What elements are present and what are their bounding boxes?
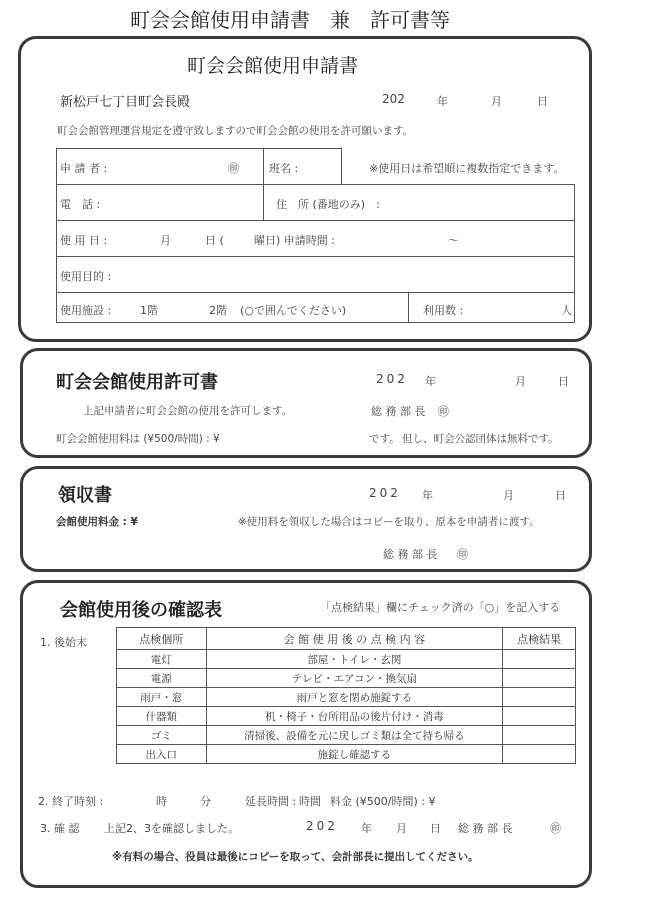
permit-fee-suffix: です。: [369, 433, 400, 445]
permit-title: 町会会館使用許可書: [56, 372, 218, 393]
application-date-day: 日: [537, 95, 548, 108]
item3-date-day: 日: [430, 822, 441, 835]
table-row: [117, 745, 576, 764]
group-label: 班名 :: [269, 162, 299, 175]
table-row: [117, 688, 576, 707]
row-content: 雨戸と窓を閉め施錠する: [206, 688, 503, 707]
item2-label: 2. 終了時刻 :: [38, 795, 104, 808]
permit-fee-note: 但し、町会公認団体は無料です。: [402, 433, 559, 445]
extension-fee-label: 料金 (¥500/時間) : ¥: [330, 795, 436, 808]
floor2-option[interactable]: 2階: [209, 304, 227, 317]
permit-fee-field[interactable]: [280, 426, 360, 446]
permit-signer: 総 務 部 長: [371, 405, 426, 418]
row-content: 机・椅子・台所用品の後片付け・消毒: [206, 707, 503, 726]
receipt-fee-field[interactable]: [160, 508, 240, 528]
facility-label: 使用施設 :: [60, 304, 112, 317]
row-place: 什器類: [117, 707, 207, 726]
item3-date-month: 月: [396, 822, 407, 835]
header-result: 点検結果: [503, 628, 576, 650]
header-place: 点検個所: [117, 628, 207, 650]
row-result-cell[interactable]: [503, 688, 576, 707]
permit-date-year: 年: [425, 375, 436, 388]
permit-statement: 上記申請者に町会会館の使用を許可します。: [83, 405, 293, 417]
checklist-instruction: 「点検結果」欄にチェック済の「○」を記入する: [320, 601, 561, 614]
group-field[interactable]: [300, 150, 338, 182]
application-statement: 町会会館管理運営規定を遵守致しますので町会会館の使用を許可願います。: [57, 125, 414, 137]
use-date-day: 日 (: [205, 234, 224, 247]
receipt-date-year-prefix: 202: [369, 486, 401, 500]
application-date-year-prefix: 202: [382, 92, 405, 106]
row-result-cell[interactable]: [503, 669, 576, 688]
form-divider-users: [408, 292, 409, 323]
applicant-label: 申 請 者 :: [60, 162, 108, 175]
permit-date-month: 月: [515, 375, 526, 388]
form-border-right: [574, 184, 575, 323]
form-border-row2: [56, 220, 575, 221]
form-border-top-left: [56, 148, 341, 149]
end-minute-unit: 分: [200, 795, 211, 808]
address-label: 住 所 (番地のみ) :: [276, 198, 380, 211]
receipt-date-month: 月: [503, 489, 514, 502]
row-place: ゴミ: [117, 726, 207, 745]
end-hour-unit: 時: [156, 795, 167, 808]
use-date-field[interactable]: [110, 222, 570, 254]
row-place: 雨戸・窓: [117, 688, 207, 707]
receipt-date-year: 年: [422, 489, 433, 502]
use-date-weekday: 曜日) 申請時間 :: [254, 234, 335, 247]
addressee: 新松戸七丁目町会長殿: [60, 95, 191, 110]
application-title: 町会会館使用申請書: [187, 55, 359, 77]
floor1-option[interactable]: 1階: [140, 304, 158, 317]
row-result-cell[interactable]: [503, 745, 576, 764]
facility-instruction: (○で囲んでください): [240, 304, 347, 317]
item3-seal: ㊞: [550, 822, 561, 835]
use-date-label: 使 用 日 :: [60, 234, 108, 247]
checklist-title: 会館使用後の確認表: [60, 600, 222, 621]
applicant-seal: ㊞: [228, 162, 239, 175]
row-content: 施錠し確認する: [206, 745, 503, 764]
receipt-title: 領収書: [58, 485, 112, 506]
table-row: [117, 707, 576, 726]
receipt-signer: 総 務 部 長: [383, 548, 438, 561]
form-border-bottom: [56, 322, 575, 323]
form-border-row3: [56, 256, 575, 257]
item3-signer: 総 務 部 長: [458, 822, 513, 835]
users-unit: 人: [561, 304, 572, 317]
permit-date-year-prefix: 202: [376, 372, 408, 386]
row-result-cell[interactable]: [503, 726, 576, 745]
use-date-month: 月: [160, 234, 171, 247]
purpose-label: 使用目的 :: [60, 270, 112, 283]
time-range-separator: 〜: [448, 234, 459, 247]
row-result-cell[interactable]: [503, 650, 576, 669]
checklist-header-row: [117, 628, 576, 650]
form-divider-applicant: [263, 148, 264, 221]
item3-date-year: 年: [361, 822, 372, 835]
row-result-cell[interactable]: [503, 707, 576, 726]
phone-field[interactable]: [110, 186, 260, 218]
header-content: 会 館 使 用 後 の 点 検 内 容: [206, 628, 503, 650]
table-row: [117, 650, 576, 669]
use-date-note: ※使用日は希望順に複数指定できます。: [369, 162, 565, 175]
extension-label: 延長時間 :: [245, 795, 297, 808]
form-border-row1: [56, 184, 575, 185]
row-content: テレビ・エアコン・換気扇: [206, 669, 503, 688]
row-content: 清掃後、設備を元に戻しゴミ類は全て持ち帰る: [206, 726, 503, 745]
item1-label: 1. 後始末: [40, 636, 87, 649]
table-row: [117, 726, 576, 745]
item3-label: 3. 確 認: [40, 822, 80, 835]
receipt-fee-label: 会館使用料金 : ¥: [56, 516, 138, 528]
form-border-row4: [56, 292, 575, 293]
address-field[interactable]: [400, 186, 570, 218]
row-place: 電灯: [117, 650, 207, 669]
receipt-note: ※使用料を領収した場合はコピーを取り、原本を申請者に渡す。: [238, 516, 540, 528]
extension-unit: 時間: [299, 795, 321, 808]
checklist-footer-note: ※有料の場合、役員は最後にコピーを取って、会計部長に提出してください。: [112, 851, 479, 863]
item3-date-year-prefix: 202: [306, 819, 338, 833]
row-content: 部屋・トイレ・玄関: [206, 650, 503, 669]
applicant-field[interactable]: [120, 150, 220, 182]
checklist-table: [116, 627, 576, 764]
form-divider-group: [341, 148, 342, 185]
item3-statement: 上記2、3を確認しました。: [104, 822, 239, 835]
users-label: 利用数 :: [423, 304, 464, 317]
document-title: 町会会館使用申請書 兼 許可書等: [130, 8, 450, 32]
application-date-year: 年: [437, 95, 448, 108]
end-time-field[interactable]: [130, 788, 220, 808]
permit-fee-label: 町会会館使用料は (¥500/時間) : ¥: [56, 433, 220, 445]
users-field[interactable]: [470, 294, 560, 320]
table-row: [117, 669, 576, 688]
form-border-left: [56, 148, 57, 323]
row-place: 電源: [117, 669, 207, 688]
purpose-field[interactable]: [120, 258, 570, 290]
phone-label: 電 話 :: [60, 198, 101, 211]
permit-seal: ㊞: [438, 405, 449, 418]
receipt-date-day: 日: [555, 489, 566, 502]
permit-date-day: 日: [558, 375, 569, 388]
receipt-seal: ㊞: [457, 548, 468, 561]
row-place: 出入口: [117, 745, 207, 764]
application-date-month: 月: [491, 95, 502, 108]
